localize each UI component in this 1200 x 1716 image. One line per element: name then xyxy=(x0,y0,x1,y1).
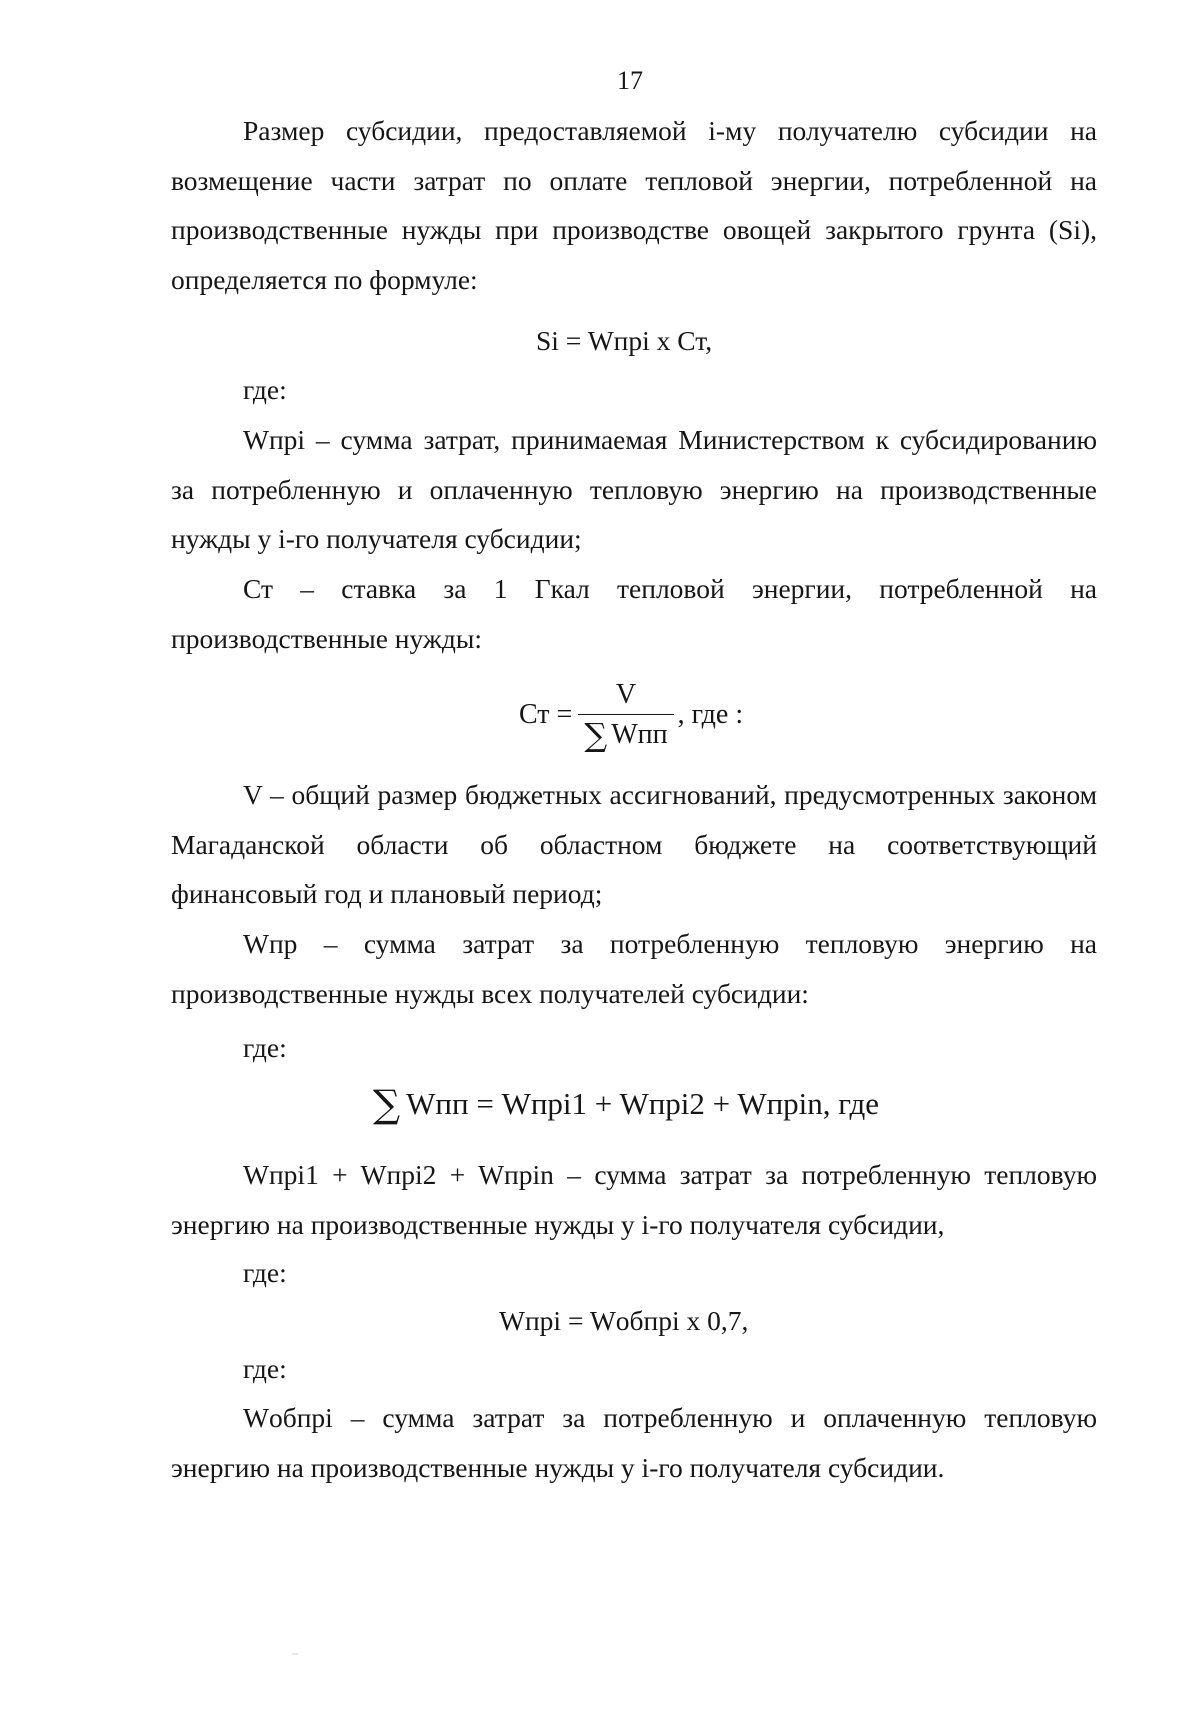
formula-ct-fraction xyxy=(519,670,743,760)
where-label: где: xyxy=(243,1032,287,1063)
paragraph-wpri-definition: Wпрi – сумма затрат, принимаемая Министерством к субсидированию за потребленную и оплаченную тепловую энергию на производственные нужды у i-го получателя субсидии; xyxy=(171,424,1097,554)
formula-wpri: Wпрi = Wобпрi x 0,7, xyxy=(499,1305,749,1336)
formula-sum-wpp xyxy=(373,1082,879,1126)
formula-ct-lhs: Ст = xyxy=(519,699,573,730)
fraction-denominator-text: Wпп xyxy=(611,718,668,750)
fraction-numerator: V xyxy=(615,678,637,710)
where-label: где: xyxy=(243,1353,287,1384)
where-label: где: xyxy=(243,374,287,405)
paragraph-v-definition: V – общий размер бюджетных ассигнований, предусмотренных законом Магаданской области об областном бюджете на соответствующий финансовый год и плановый период; xyxy=(171,779,1097,909)
scan-speck xyxy=(292,1653,298,1655)
fraction-denominator xyxy=(578,714,673,753)
fraction xyxy=(578,678,673,753)
formula-ct-tail: , где : xyxy=(677,699,744,730)
sigma-symbol: ∑ xyxy=(584,715,608,754)
paragraph-wobpri-definition: Wобпрi – сумма затрат за потребленную и оплаченную тепловую энергию на производственные нужды у i-го получателя субсидии. xyxy=(171,1402,1097,1483)
page-number: 17 xyxy=(617,66,643,95)
sigma-symbol: ∑ xyxy=(373,1082,401,1126)
formula-sum-text: Wпп = Wпрi1 + Wпрi2 + Wпрin, где xyxy=(406,1086,879,1121)
paragraph-subsidy-size: Размер субсидии, предоставляемой i-му получателю субсидии на возмещение части затрат по оплате тепловой энергии, потребленной на производственные нужды при производстве овощей закрытого грунта (Si), определяется по формуле: xyxy=(171,115,1097,295)
paragraph-wpri-sum-definition: Wпрi1 + Wпрi2 + Wпрin – сумма затрат за потребленную тепловую энергию на производственные нужды у i-го получателя субсидии, xyxy=(171,1159,1097,1240)
where-label: где: xyxy=(243,1257,287,1288)
formula-si: Si = Wпрi x Ст, xyxy=(536,325,713,356)
paragraph-ct-definition: Ст – ставка за 1 Гкал тепловой энергии, потребленной на производственные нужды: xyxy=(171,573,1097,654)
paragraph-wpr-definition: Wпр – сумма затрат за потребленную тепловую энергию на производственные нужды всех получателей субсидии: xyxy=(171,928,1097,1009)
